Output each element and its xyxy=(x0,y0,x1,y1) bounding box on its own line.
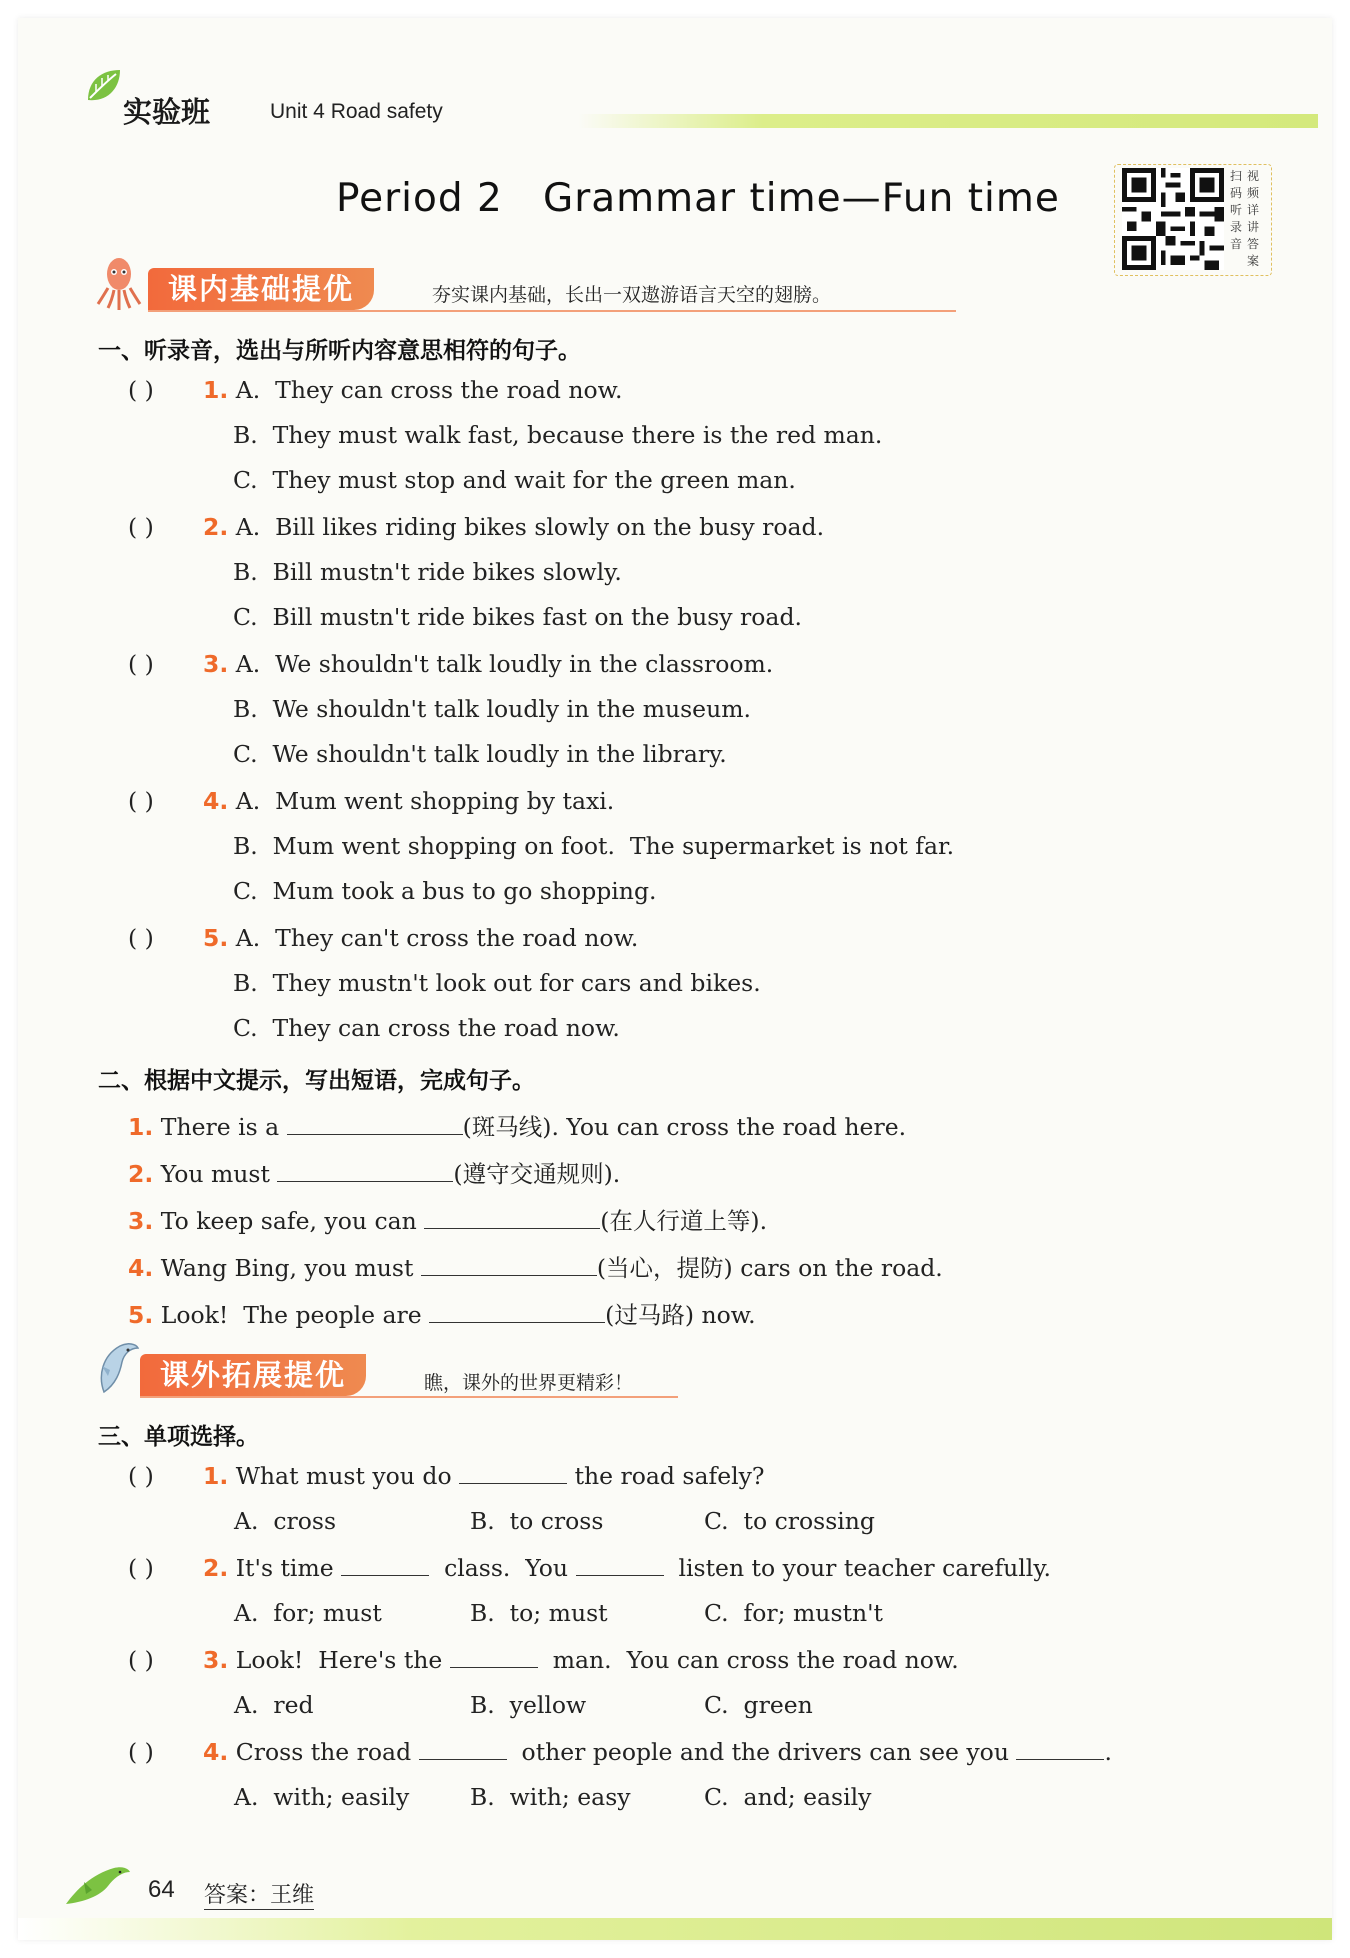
q2-4-blank[interactable] xyxy=(421,1255,597,1276)
page-title: Period 2 Grammar time—Fun time xyxy=(336,176,1060,221)
q2-2-prefix: You must xyxy=(160,1160,270,1188)
qr-caption-col-2: 视频详讲答案 xyxy=(1247,169,1260,268)
q1-5-option-c: C. They can cross the road now. xyxy=(233,1014,620,1042)
q2-3-blank[interactable] xyxy=(424,1208,600,1229)
q1-2-option-a: A. Bill likes riding bikes slowly on the busy road. xyxy=(235,513,825,541)
q1-4-option-b: B. Mum went shopping on foot. The supermarket is not far. xyxy=(233,832,955,860)
section1-banner: 课内基础提优 xyxy=(148,268,374,310)
q3-4-blank-1[interactable] xyxy=(419,1739,507,1760)
qr-code-icon[interactable] xyxy=(1120,168,1226,270)
q3-2-blank-1[interactable] xyxy=(341,1555,429,1576)
leaf-logo-icon xyxy=(84,66,124,106)
q2-1-blank[interactable] xyxy=(287,1114,463,1135)
q2-1 xyxy=(128,1108,906,1142)
q2-2 xyxy=(128,1155,620,1189)
q3-3-number: 3. xyxy=(203,1646,229,1674)
q3-1-option-a: A. cross xyxy=(234,1507,337,1535)
q2-4-prefix: Wang Bing, you must xyxy=(160,1254,414,1282)
part1-heading: 一、听录音，选出与所听内容意思相符的句子。 xyxy=(98,338,581,364)
qr-caption xyxy=(1230,168,1270,270)
page-number: 64 xyxy=(148,1876,175,1903)
q3-3-option-b: B. yellow xyxy=(470,1691,587,1719)
q1-2-number: 2. xyxy=(203,513,229,541)
q3-3-option-a: A. red xyxy=(234,1691,314,1719)
section1-tagline: 夯实课内基础，长出一双遨游语言天空的翅膀。 xyxy=(432,284,832,306)
squid-mascot-icon xyxy=(94,254,144,312)
q2-1-prefix: There is a xyxy=(160,1113,280,1141)
qr-caption-col-1: 扫码听录音 xyxy=(1230,169,1243,251)
answer-paren-3-4[interactable]: ( ) xyxy=(128,1738,154,1766)
q2-2-hint: (遵守交通规则). xyxy=(453,1160,621,1188)
q2-1-number: 1. xyxy=(128,1113,154,1141)
q1-2-option-c: C. Bill mustn't ride bikes fast on the busy road. xyxy=(233,603,802,631)
workbook-page xyxy=(18,18,1332,1940)
q1-4-option-a: A. Mum went shopping by taxi. xyxy=(235,787,615,815)
q3-1 xyxy=(203,1462,765,1490)
section2-underline xyxy=(140,1396,678,1398)
part2-heading: 二、根据中文提示，写出短语，完成句子。 xyxy=(98,1068,535,1094)
q2-3 xyxy=(128,1202,767,1236)
answer-paren-1-3[interactable]: ( ) xyxy=(128,650,154,678)
q2-5-hint: (过马路) xyxy=(605,1301,694,1329)
q2-5 xyxy=(128,1296,756,1330)
q2-2-blank[interactable] xyxy=(277,1161,453,1182)
q2-4-number: 4. xyxy=(128,1254,154,1282)
q3-4-option-b: B. with; easy xyxy=(470,1783,631,1811)
q3-2-text-3: listen to your teacher carefully. xyxy=(678,1554,1051,1582)
q1-1-option-a: A. They can cross the road now. xyxy=(235,376,623,404)
q2-3-number: 3. xyxy=(128,1207,154,1235)
q1-3 xyxy=(203,650,773,678)
answer-paren-1-2[interactable]: ( ) xyxy=(128,513,154,541)
q2-3-prefix: To keep safe, you can xyxy=(160,1207,417,1235)
part3-heading: 三、单项选择。 xyxy=(98,1424,259,1450)
q2-5-blank[interactable] xyxy=(429,1302,605,1323)
q3-4-text-4: . xyxy=(1104,1738,1112,1766)
q3-3-option-c: C. green xyxy=(704,1691,813,1719)
q3-1-blank-1[interactable] xyxy=(459,1463,567,1484)
q3-1-option-b: B. to cross xyxy=(470,1507,604,1535)
header-band xyxy=(578,114,1318,128)
q3-1-option-c: C. to crossing xyxy=(704,1507,875,1535)
answer-paren-3-2[interactable]: ( ) xyxy=(128,1554,154,1582)
q1-1-number: 1. xyxy=(203,376,229,404)
q3-3-text-2: man. You can cross the road now. xyxy=(552,1646,959,1674)
dolphin-footer-icon xyxy=(62,1860,132,1910)
q1-4-option-c: C. Mum took a bus to go shopping. xyxy=(233,877,657,905)
q1-1-option-c: C. They must stop and wait for the green man. xyxy=(233,466,796,494)
q3-2-option-a: A. for; must xyxy=(234,1599,382,1627)
q3-3-text-1: Look! Here's the xyxy=(235,1646,443,1674)
q2-4-hint: (当心，提防) xyxy=(596,1254,733,1282)
footer-band xyxy=(18,1918,1332,1940)
q3-4 xyxy=(203,1738,1112,1766)
answer-paren-3-3[interactable]: ( ) xyxy=(128,1646,154,1674)
answer-paren-3-1[interactable]: ( ) xyxy=(128,1462,154,1490)
q3-4-number: 4. xyxy=(203,1738,229,1766)
answer-paren-1-5[interactable]: ( ) xyxy=(128,924,154,952)
q3-4-text-1: Cross the road xyxy=(235,1738,412,1766)
q2-5-number: 5. xyxy=(128,1301,154,1329)
q1-5-option-a: A. They can't cross the road now. xyxy=(235,924,639,952)
q1-4-number: 4. xyxy=(203,787,229,815)
q1-2-option-b: B. Bill mustn't ride bikes slowly. xyxy=(233,558,622,586)
q2-2-number: 2. xyxy=(128,1160,154,1188)
section2-tagline: 瞧，课外的世界更精彩！ xyxy=(424,1372,634,1394)
q3-4-text-2: other people and the drivers can see you xyxy=(521,1738,1009,1766)
q3-3 xyxy=(203,1646,959,1674)
q3-4-blank-2[interactable] xyxy=(1016,1739,1104,1760)
q3-2 xyxy=(203,1554,1051,1582)
answer-paren-1-1[interactable]: ( ) xyxy=(128,376,154,404)
q3-2-blank-2[interactable] xyxy=(576,1555,664,1576)
brand-name: 实验班 xyxy=(123,95,211,129)
section1-underline xyxy=(148,310,956,312)
unit-title: Unit 4 Road safety xyxy=(270,100,443,123)
q3-2-number: 2. xyxy=(203,1554,229,1582)
q1-3-option-a: A. We shouldn't talk loudly in the classroom. xyxy=(235,650,774,678)
q3-4-option-a: A. with; easily xyxy=(234,1783,410,1811)
q3-2-text-2: class. You xyxy=(444,1554,569,1582)
q2-5-suffix: now. xyxy=(694,1301,756,1329)
q1-1 xyxy=(203,376,622,404)
q3-4-option-c: C. and; easily xyxy=(704,1783,872,1811)
q2-1-hint: (斑马线). xyxy=(462,1113,559,1141)
q2-5-prefix: Look! The people are xyxy=(160,1301,422,1329)
q2-3-hint: (在人行道上等). xyxy=(600,1207,768,1235)
dolphin-mascot-icon xyxy=(94,1340,140,1396)
q3-3-blank-1[interactable] xyxy=(450,1647,538,1668)
q1-5-option-b: B. They mustn't look out for cars and bikes. xyxy=(233,969,761,997)
q2-1-suffix: You can cross the road here. xyxy=(558,1113,907,1141)
q3-2-option-c: C. for; mustn't xyxy=(704,1599,883,1627)
q1-5 xyxy=(203,924,638,952)
q1-2 xyxy=(203,513,824,541)
q3-1-text-1: What must you do xyxy=(235,1462,452,1490)
q2-4-suffix: cars on the road. xyxy=(732,1254,943,1282)
q1-3-option-b: B. We shouldn't talk loudly in the museum. xyxy=(233,695,751,723)
q3-1-number: 1. xyxy=(203,1462,229,1490)
section2-banner: 课外拓展提优 xyxy=(140,1354,366,1396)
q1-4 xyxy=(203,787,614,815)
answer-paren-1-4[interactable]: ( ) xyxy=(128,787,154,815)
answer-credit: 答案：王维 xyxy=(204,1878,314,1910)
q1-3-option-c: C. We shouldn't talk loudly in the library. xyxy=(233,740,727,768)
q2-4 xyxy=(128,1249,943,1283)
q3-1-text-2: the road safely? xyxy=(574,1462,765,1490)
q1-3-number: 3. xyxy=(203,650,229,678)
q1-1-option-b: B. They must walk fast, because there is the red man. xyxy=(233,421,883,449)
q3-2-option-b: B. to; must xyxy=(470,1599,608,1627)
q1-5-number: 5. xyxy=(203,924,229,952)
q3-2-text-1: It's time xyxy=(235,1554,334,1582)
